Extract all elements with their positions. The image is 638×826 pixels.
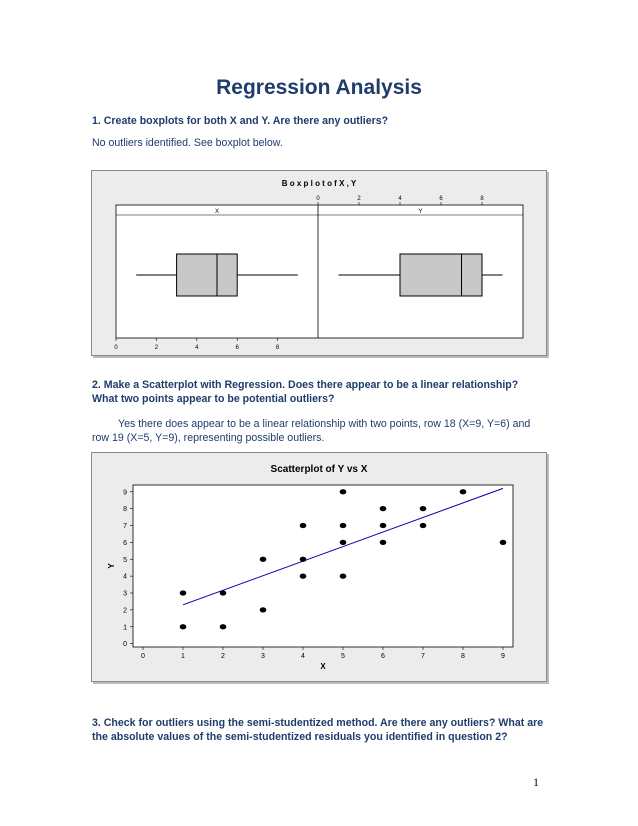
scatter-x-tick-label: 7 — [421, 653, 425, 660]
boxplot-bottom-tick-label: 6 — [235, 345, 239, 351]
scatter-x-tick-label: 0 — [141, 653, 145, 660]
boxplot-bottom-tick-label: 8 — [275, 345, 280, 351]
scatter-point — [380, 523, 387, 528]
scatter-point — [300, 557, 307, 562]
scatter-y-tick-label: 0 — [123, 641, 127, 649]
scatter-x-tick-label: 5 — [341, 653, 345, 660]
scatter-x-tick-label: 2 — [221, 653, 225, 660]
scatter-y-axis-label: Y — [107, 563, 116, 569]
scatter-y-tick-label: 1 — [123, 624, 127, 632]
scatterplot-panel — [91, 452, 547, 682]
boxplot-chart — [92, 171, 546, 355]
scatter-point — [220, 590, 227, 595]
scatter-y-tick-label: 5 — [123, 556, 127, 564]
scatter-point — [420, 506, 427, 511]
scatter-point — [260, 557, 267, 562]
scatter-plot-area — [133, 485, 513, 647]
scatter-title: Scatterplot of Y vs X — [270, 464, 368, 475]
question-1: 1. Create boxplots for both X and Y. Are there any outliers? — [92, 115, 389, 127]
boxplot-top-tick-label: 8 — [480, 196, 484, 202]
scatter-point — [380, 506, 387, 511]
boxplot-panel — [91, 170, 547, 356]
page-number: 1 — [533, 775, 539, 789]
scatter-x-tick-label: 8 — [461, 653, 465, 660]
boxplot-top-tick-label: 6 — [439, 196, 443, 202]
boxplot-box — [400, 254, 482, 296]
question-3-line1: 3. Check for outliers using the semi-studentized method. Are there any outliers? What are — [92, 717, 544, 729]
scatter-point — [220, 624, 227, 629]
question-2-line2: What two points appear to be potential outliers? — [92, 393, 335, 405]
scatter-point — [380, 540, 387, 545]
boxplot-box — [177, 254, 238, 296]
boxplot-top-tick-label: 4 — [398, 196, 402, 202]
scatter-x-tick-label: 3 — [261, 653, 265, 660]
boxplot-top-tick-label: 2 — [357, 196, 361, 202]
scatter-x-tick-label: 6 — [381, 653, 385, 660]
answer-2-line1: Yes there does appear to be a linear relationship with two points, row 18 (X=9, Y=6) and — [118, 418, 531, 430]
scatter-point — [340, 489, 347, 494]
scatter-point — [460, 489, 467, 494]
boxplot-title: B o x p l o t o f X , Y — [281, 179, 357, 188]
boxplot-bottom-tick-label: 4 — [195, 345, 199, 351]
scatter-x-axis-label: X — [320, 662, 326, 671]
scatter-x-tick-label: 9 — [501, 653, 505, 660]
scatter-point — [300, 574, 307, 579]
scatter-x-tick-label: 4 — [301, 653, 305, 660]
scatter-point — [340, 523, 347, 528]
question-2-line1: 2. Make a Scatterplot with Regression. Does there appear to be a linear relationship? — [92, 379, 519, 391]
boxplot-panel-label-x: X — [214, 209, 220, 215]
scatter-point — [340, 540, 347, 545]
boxplot-bottom-tick-label: 2 — [154, 345, 159, 351]
scatter-point — [500, 540, 507, 545]
scatter-point — [420, 523, 427, 528]
scatter-y-tick-label: 2 — [123, 607, 127, 615]
scatter-point — [340, 574, 347, 579]
question-3-line2: the absolute values of the semi-studentized residuals you identified in question 2? — [92, 731, 508, 743]
scatter-y-tick-label: 3 — [123, 590, 127, 598]
scatter-point — [260, 607, 267, 612]
scatter-y-tick-label: 4 — [123, 573, 127, 581]
boxplot-bottom-tick-label: 0 — [114, 345, 118, 351]
scatter-point — [180, 590, 187, 595]
scatter-x-tick-label: 1 — [181, 653, 185, 660]
scatter-y-tick-label: 6 — [123, 539, 127, 547]
scatter-point — [180, 624, 187, 629]
scatter-chart — [92, 453, 546, 681]
scatter-point — [300, 523, 307, 528]
scatter-y-tick-label: 7 — [123, 523, 127, 530]
page-title: Regression Analysis — [216, 76, 422, 99]
boxplot-panel-label-y: Y — [418, 209, 423, 215]
scatter-y-tick-label: 8 — [123, 506, 127, 514]
answer-1: No outliers identified. See boxplot below. — [92, 137, 283, 149]
answer-2-line2: row 19 (X=5, Y=9), representing possible outliers. — [92, 432, 325, 444]
boxplot-top-tick-label: 0 — [316, 196, 320, 202]
scatter-y-tick-label: 9 — [123, 489, 127, 497]
